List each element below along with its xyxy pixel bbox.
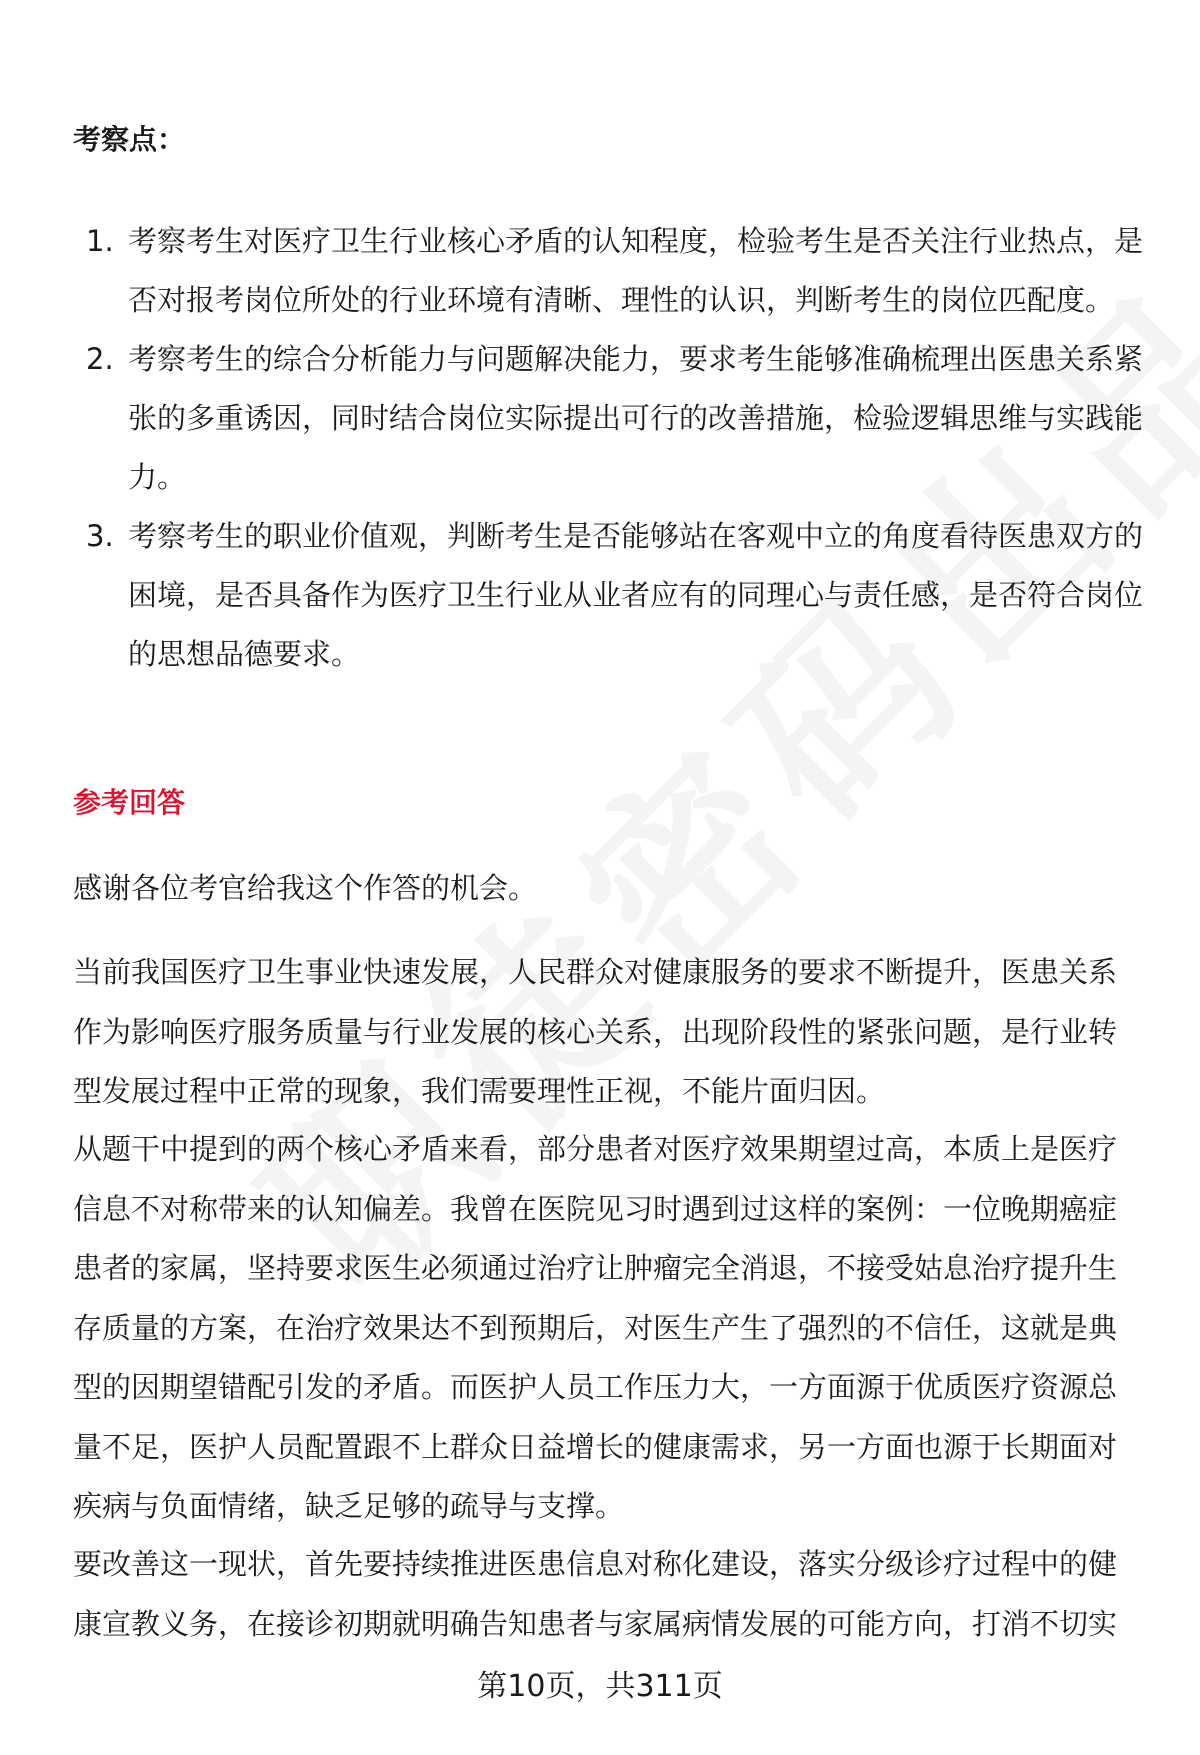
kaocha-list bbox=[0, 212, 1148, 684]
answer-paragraph-measures: 要改善这一现状，首先要持续推进医患信息对称化建设，落实分级诊疗过程中的健康宣教义务，在接诊初期就明确告知患者与家属病情发展的可能方向，打消不切实 bbox=[73, 1547, 1118, 1641]
answer-paragraph-background: 当前我国医疗卫生事业快速发展，人民群众对健康服务的要求不断提升，医患关系作为影响医疗服务质量与行业发展的核心关系，出现阶段性的紧张问题，是行业转型发展过程中正常的现象，我们需要理性正视，不能片面归因。 bbox=[73, 955, 1118, 1108]
list-item bbox=[0, 212, 1148, 330]
section-title-kaocha: 考察点： bbox=[73, 123, 186, 156]
list-item-text: 考察考生对医疗卫生行业核心矛盾的认知程度，检验考生是否关注行业热点，是否对报考岗位所处的行业环境有清晰、理性的认识，判断考生的岗位匹配度。 bbox=[128, 224, 1144, 317]
list-item bbox=[0, 507, 1148, 684]
list-item-number: 1. bbox=[86, 224, 114, 258]
list-item-number: 3. bbox=[86, 519, 114, 553]
list-item bbox=[0, 330, 1148, 507]
answer-paragraph-intro: 感谢各位考官给我这个作答的机会。 bbox=[73, 871, 538, 905]
list-item-text: 考察考生的职业价值观，判断考生是否能够站在客观中立的角度看待医患双方的困境，是否具备作为医疗卫生行业从业者应有的同理心与责任感，是否符合岗位的思想品德要求。 bbox=[128, 519, 1144, 671]
list-item-number: 2. bbox=[86, 342, 114, 376]
page-number-footer: 第10页，共311页 bbox=[477, 1669, 723, 1704]
answer-paragraph-analysis: 从题干中提到的两个核心矛盾来看，部分患者对医疗效果期望过高，本质上是医疗信息不对称带来的认知偏差。我曾在医院见习时遇到过这样的案例：一位晚期癌症患者的家属，坚持要求医生必须通过治疗让肿瘤完全消退，不接受姑息治疗提升生存质量的方案，在治疗效果达不到预期后，对医生产生了强烈的不信任，这就是典型的因期望错配引发的矛盾。而医护人员工作压力大，一方面源于优质医疗资源总量不足，医护人员配置跟不上群众日益增长的健康需求，另一方面也源于长期面对疾病与负面情绪，缺乏足够的疏导与支撑。 bbox=[73, 1132, 1118, 1523]
section-title-cankao: 参考回答 bbox=[73, 786, 186, 819]
list-item-text: 考察考生的综合分析能力与问题解决能力，要求考生能够准确梳理出医患关系紧张的多重诱因，同时结合岗位实际提出可行的改善措施，检验逻辑思维与实践能力。 bbox=[128, 342, 1144, 494]
